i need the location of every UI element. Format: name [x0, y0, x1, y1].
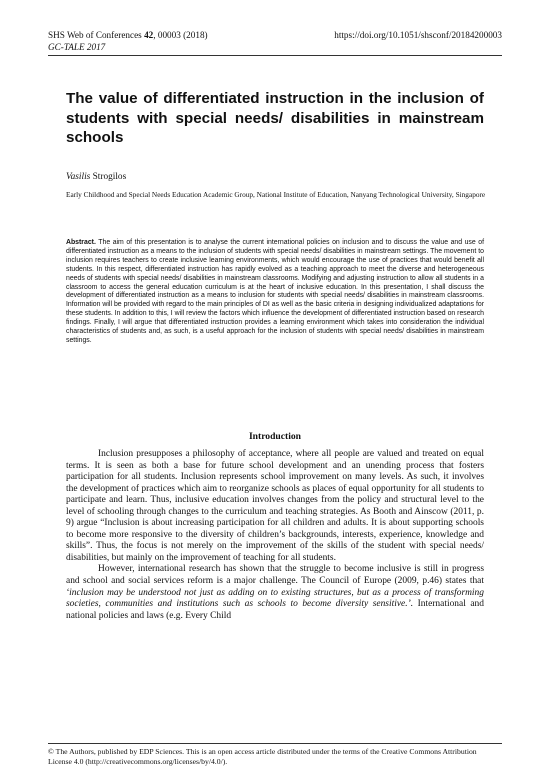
paragraph-2-start: However, international research has shown that the struggle to become inclusive is still in progress and school and social services reform is a major challenge. The Council of Europe (2009, p.46) states that	[66, 564, 484, 587]
paragraph-1: Inclusion presupposes a philosophy of acceptance, where all people are valued and treated on equal terms. It is seen as both a base for future school development and an unending process that fosters participation for all students. Inclusion represents school improvement on many levels. As such, it involves the development of practices which aim to reorganize schools as places of equal opportunity for all students to participate and learn. Thus, inclusive education involves changes from the policy and structural level to the level of schooling through changes to the curriculum and teaching strategies. As Booth and Ainscow (2011, p. 9) argue “Inclusion is about increasing participation for all children and adults. It is about supporting schools to become more responsive to the diversity of children’s backgrounds, interests, experience, knowledge and skills”. Thus, the focus is not merely on the improvement of the skills of the student with special needs/ disabilities, but mainly on the improvement of teaching for all students.	[66, 449, 484, 563]
paragraph-2-quote: ‘inclusion may be understood not just as adding on to existing structures, but as a process of transforming societies, communities and institutions such as schools to become diversity sensitive.’.	[66, 587, 484, 610]
body-text	[66, 449, 484, 622]
footer-divider	[48, 743, 502, 744]
author-family-name: Strogilos	[92, 172, 127, 182]
header-row	[48, 30, 502, 42]
abstract	[66, 239, 484, 346]
license-notice: © The Authors, published by EDP Sciences. This is an open access article distributed under the terms of the Creative Commons Attribution License 4.0 (http://creativecommons.org/licenses/by/4.0/).	[48, 747, 477, 766]
doi-link[interactable]: https://doi.org/10.1051/shsconf/20184200003	[334, 30, 502, 40]
page-footer	[48, 743, 502, 767]
conference-name: GC-TALE 2017	[48, 41, 106, 52]
author-given-name: Vasilis	[66, 172, 91, 182]
author-affiliation: Early Childhood and Special Needs Education Academic Group, National Institute of Education, Nanyang Technological University, Singapore	[66, 190, 486, 199]
paragraph-2	[66, 564, 484, 622]
journal-citation	[48, 30, 208, 42]
section-heading: Introduction	[248, 431, 302, 442]
paragraph-2-end: International and national policies and laws (e.g. Every Child	[66, 599, 484, 621]
abstract-text: The aim of this presentation is to analyse the current international policies on inclusion and to discuss the value and use of differentiated instruction as a means to the inclusion of students with special needs/ disabilities in mainstream settings. The movement to inclusion requires teachers to create inclusive learning environments, which would encourage the use of practices that would benefit all students. In this respect, differentiated instruction has rapidly evolved as a teaching approach to meet the diverse and heterogeneous needs of students with special needs/ disabilities in mainstream classrooms. Modifying and adjusting instruction to allow all students in a classroom to access the general education curriculum is at the heart of inclusive education. In this presentation, I shall discuss the development of differentiated instruction as a means to inclusion for students with special needs/ disabilities in mainstream classrooms. Information will be provided with regard to the main principles of DI as well as the basic criteria in designing individualized adaptations for these students. In addition to this, I will review the factors which influence the development of differentiated instruction based on research findings. Finally, I will argue that differentiated instruction provides a learning environment which takes into consideration the individual characteristics of students and, as such, is a useful approach for the inclusion of students with special needs/ disabilities in mainstream settings.	[66, 239, 484, 344]
abstract-label: Abstract.	[66, 239, 96, 246]
journal-volume: 42	[144, 30, 154, 40]
article-title: The value of differentiated instruction in the inclusion of students with special needs/ disabilities in mainstream schools	[66, 90, 484, 146]
author-name	[66, 172, 126, 182]
page-header	[48, 30, 502, 56]
journal-name: SHS Web of Conferences	[48, 30, 145, 40]
article-info: , 00003 (2018)	[153, 30, 208, 40]
header-divider	[48, 55, 502, 56]
